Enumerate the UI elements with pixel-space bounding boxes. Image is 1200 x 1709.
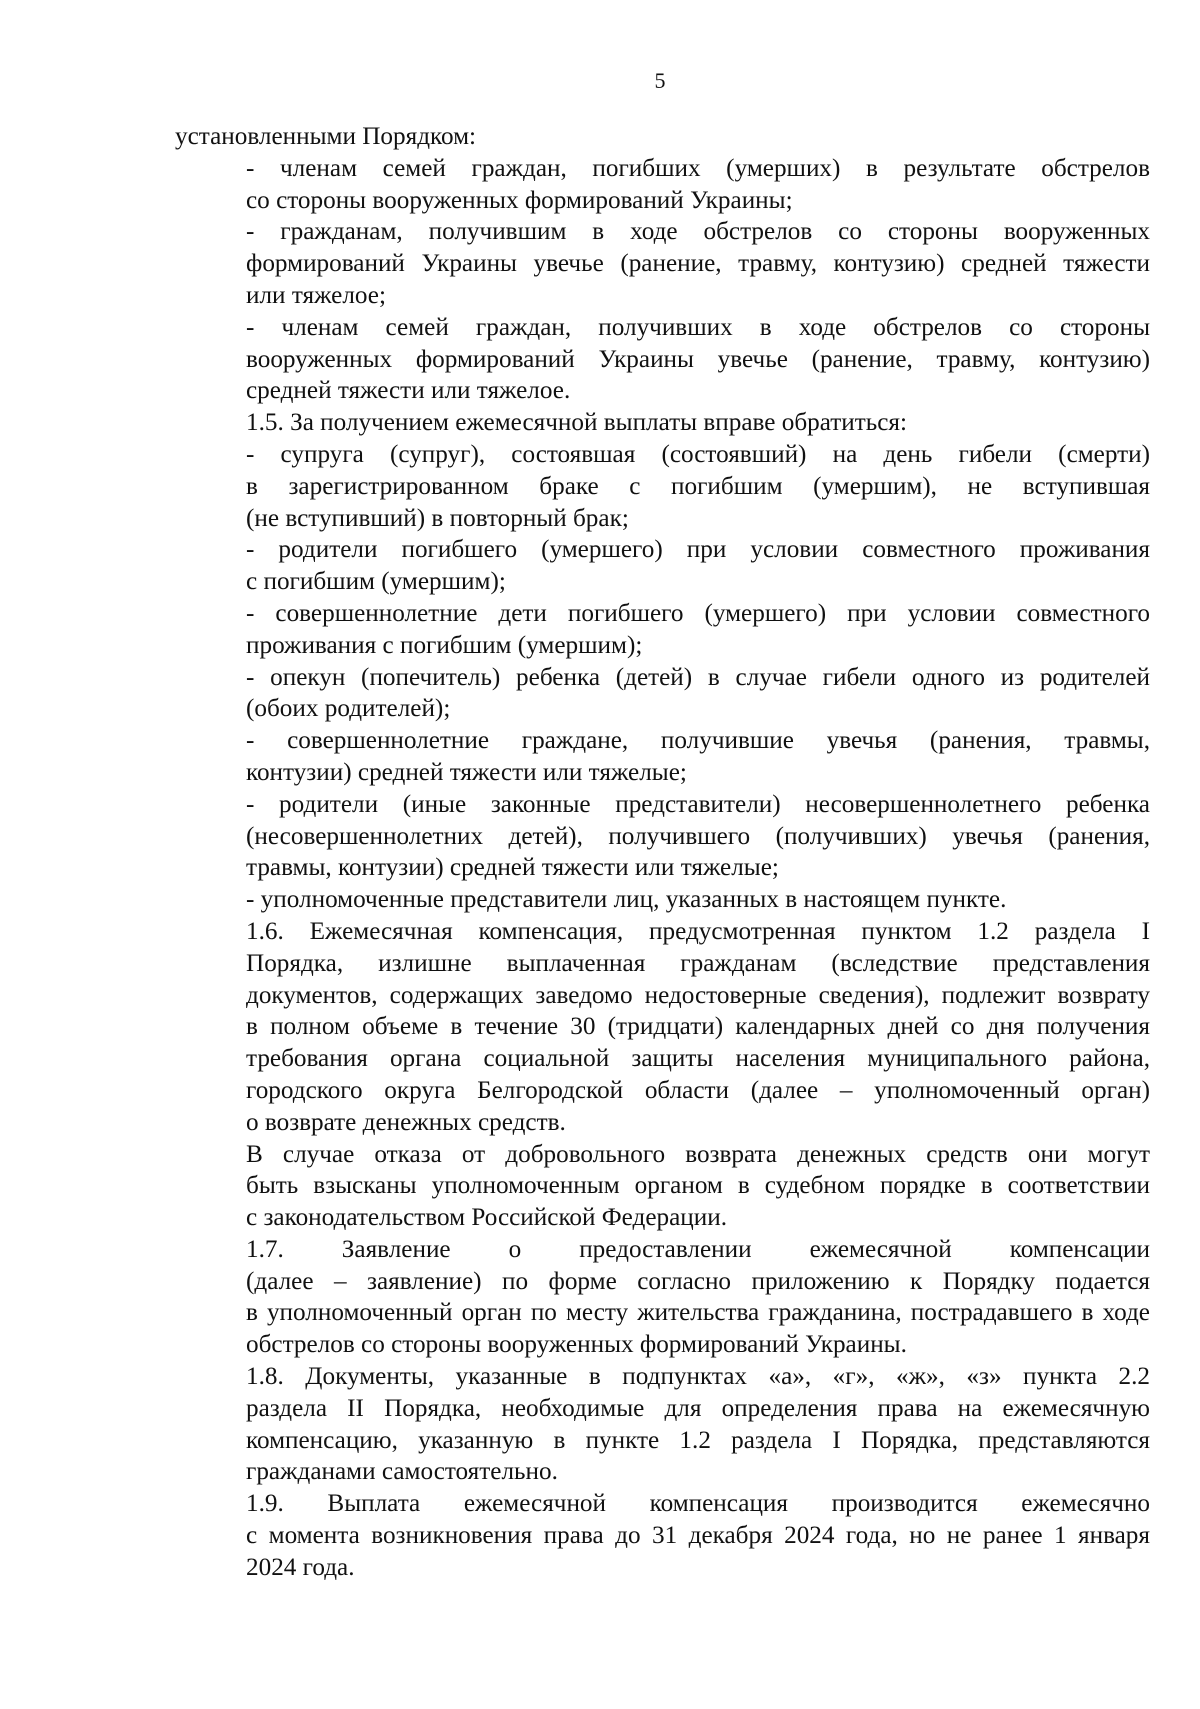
text-line: гражданами самостоятельно. [246, 1458, 558, 1486]
paragraph [175, 1361, 1150, 1488]
paragraph [175, 598, 1150, 662]
text-line: - супруга (супруг), состоявшая (состоявший) на день гибели (смерти) [246, 440, 1150, 468]
text-line: (обоих родителей); [246, 695, 451, 723]
paragraph [175, 1234, 1150, 1361]
text-line: компенсацию, указанную в пункте 1.2 раздела I Порядка, представляются [246, 1426, 1150, 1454]
paragraph [175, 1488, 1150, 1583]
text-line: с момента возникновения права до 31 декабря 2024 года, но не ранее 1 января [246, 1522, 1150, 1550]
text-line: со стороны вооруженных формирований Украины; [246, 186, 793, 214]
paragraph [175, 312, 1150, 407]
text-line: - опекун (попечитель) ребенка (детей) в случае гибели одного из родителей [246, 663, 1150, 691]
text-line: - родители погибшего (умершего) при условии совместного проживания [246, 536, 1150, 564]
text-line: В случае отказа от добровольного возврата денежных средств они могут [246, 1140, 1150, 1168]
text-line: вооруженных формирований Украины увечье (ранение, травму, контузию) [246, 345, 1150, 373]
text-line: быть взысканы уполномоченным органом в судебном порядке в соответствии [246, 1172, 1150, 1200]
document-body [175, 121, 1150, 1584]
text-line: 1.5. За получением ежемесячной выплаты вправе обратиться: [246, 409, 908, 437]
paragraph [175, 216, 1150, 311]
paragraph [175, 916, 1150, 1139]
text-line: требования органа социальной защиты населения муниципального района, [246, 1045, 1150, 1073]
text-line: 1.9. Выплата ежемесячной компенсация производится ежемесячно [246, 1490, 1150, 1518]
paragraph [175, 662, 1150, 726]
text-line: (не вступивший) в повторный брак; [246, 504, 629, 532]
text-line: - совершеннолетние граждане, получившие увечья (ранения, травмы, [246, 727, 1150, 755]
text-line: в зарегистрированном браке с погибшим (умершим), не вступившая [246, 472, 1150, 500]
paragraph [175, 884, 1150, 916]
text-line: - родители (иные законные представители) несовершеннолетнего ребенка [246, 790, 1150, 818]
text-line: 1.8. Документы, указанные в подпунктах «а», «г», «ж», «з» пункта 2.2 [246, 1363, 1150, 1391]
text-line: средней тяжести или тяжелое. [246, 377, 571, 405]
text-line: (далее – заявление) по форме согласно приложению к Порядку подается [246, 1267, 1150, 1295]
text-line: контузии) средней тяжести или тяжелые; [246, 758, 687, 786]
text-line: Порядка, излишне выплаченная гражданам (вследствие представления [246, 949, 1150, 977]
text-line: о возврате денежных средств. [246, 1108, 566, 1136]
text-line: - членам семей граждан, погибших (умерших) в результате обстрелов [246, 154, 1150, 182]
text-line: травмы, контузии) средней тяжести или тяжелые; [246, 854, 779, 882]
text-line: - совершеннолетние дети погибшего (умершего) при условии совместного [246, 599, 1150, 627]
text-line: 1.6. Ежемесячная компенсация, предусмотренная пунктом 1.2 раздела I [246, 917, 1150, 945]
text-line: в полном объеме в течение 30 (тридцати) календарных дней со дня получения [246, 1013, 1150, 1041]
paragraph [175, 121, 1150, 153]
text-line: формирований Украины увечье (ранение, травму, контузию) средней тяжести [246, 250, 1150, 278]
text-line: (несовершеннолетних детей), получившего (получивших) увечья (ранения, [246, 822, 1150, 850]
text-line: с законодательством Российской Федерации. [246, 1204, 728, 1232]
text-line: в уполномоченный орган по месту жительства гражданина, пострадавшего в ходе [246, 1299, 1150, 1327]
text-line: раздела II Порядка, необходимые для определения права на ежемесячную [246, 1394, 1150, 1422]
text-line: с погибшим (умершим); [246, 568, 506, 596]
paragraph [175, 1139, 1150, 1234]
paragraph [175, 439, 1150, 534]
paragraph [175, 153, 1150, 217]
text-line: проживания с погибшим (умершим); [246, 631, 643, 659]
text-line: 1.7. Заявление о предоставлении ежемесячной компенсации [246, 1235, 1150, 1263]
text-line: - уполномоченные представители лиц, указанных в настоящем пункте. [246, 886, 1007, 914]
paragraph [175, 534, 1150, 598]
paragraph [175, 407, 1150, 439]
text-line: документов, содержащих заведомо недостоверные сведения), подлежит возврату [246, 981, 1150, 1009]
text-line: - гражданам, получившим в ходе обстрелов со стороны вооруженных [246, 218, 1150, 246]
text-line: 2024 года. [246, 1553, 355, 1581]
text-line: или тяжелое; [246, 281, 386, 309]
text-line: городского округа Белгородской области (далее – уполномоченный орган) [246, 1076, 1150, 1104]
page-number: 5 [654, 68, 666, 93]
text-line: обстрелов со стороны вооруженных формирований Украины. [246, 1331, 907, 1359]
text-line: - членам семей граждан, получивших в ходе обстрелов со стороны [246, 313, 1150, 341]
paragraph [175, 789, 1150, 884]
paragraph [175, 725, 1150, 789]
text-line: установленными Порядком: [175, 123, 477, 150]
